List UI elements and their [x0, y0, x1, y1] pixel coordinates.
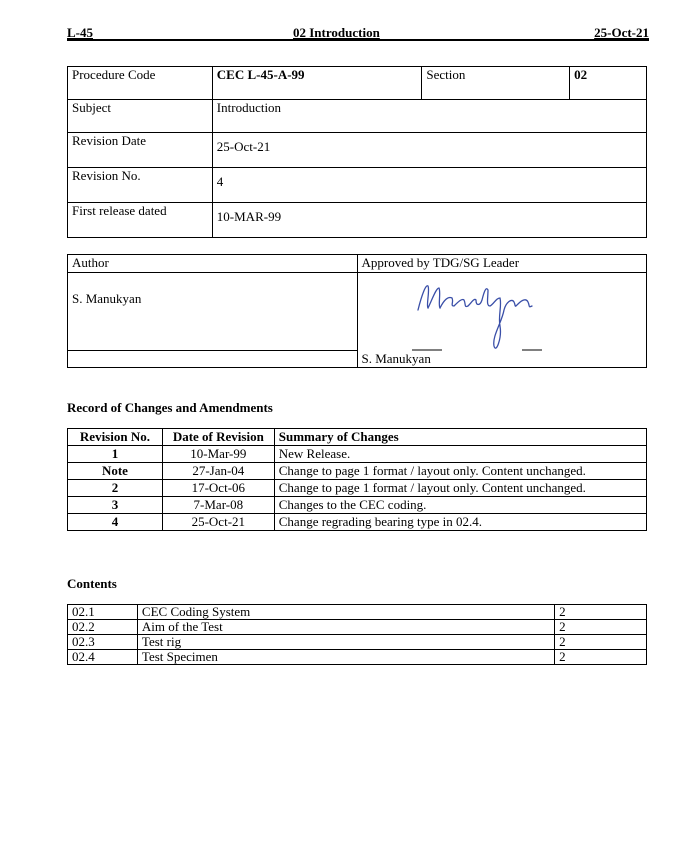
revision-no-value: 4 — [212, 168, 646, 203]
revision-date-label: Revision Date — [68, 133, 213, 168]
date-cell: 10-Mar-99 — [162, 446, 274, 463]
handwritten-signature — [412, 276, 542, 356]
table-row — [68, 463, 647, 480]
procedure-info-table — [67, 66, 647, 238]
revision-cell: 2 — [68, 480, 163, 497]
summary-cell: Change to page 1 format / layout only. Content unchanged. — [274, 463, 646, 480]
procedure-code-value: CEC L-45-A-99 — [212, 67, 422, 100]
page-header — [67, 25, 649, 41]
header-chapter: 02 Introduction — [293, 25, 380, 40]
contents-section-title: Contents — [67, 576, 117, 591]
contents-number: 02.4 — [68, 650, 138, 665]
author-name: S. Manukyan — [68, 273, 358, 351]
date-cell: 27-Jan-04 — [162, 463, 274, 480]
contents-number: 02.1 — [68, 605, 138, 620]
contents-page: 2 — [555, 620, 647, 635]
table-row — [68, 497, 647, 514]
procedure-code-label: Procedure Code — [68, 67, 213, 100]
author-label: Author — [68, 255, 358, 273]
changes-section-title: Record of Changes and Amendments — [67, 400, 273, 415]
contents-page: 2 — [555, 650, 647, 665]
revision-date-value: 25-Oct-21 — [212, 133, 646, 168]
table-row — [68, 480, 647, 497]
changes-header-revision: Revision No. — [68, 429, 163, 446]
revision-cell: 1 — [68, 446, 163, 463]
contents-table — [67, 604, 647, 665]
revision-cell: 4 — [68, 514, 163, 531]
date-cell: 7-Mar-08 — [162, 497, 274, 514]
table-row — [68, 446, 647, 463]
summary-cell: Change to page 1 format / layout only. Content unchanged. — [274, 480, 646, 497]
revision-cell: 3 — [68, 497, 163, 514]
date-cell: 25-Oct-21 — [162, 514, 274, 531]
section-value: 02 — [570, 67, 647, 100]
contents-number: 02.2 — [68, 620, 138, 635]
contents-number: 02.3 — [68, 635, 138, 650]
subject-label: Subject — [68, 100, 213, 133]
approved-by-label: Approved by TDG/SG Leader — [357, 255, 647, 273]
contents-title: Test Specimen — [137, 650, 554, 665]
approval-table — [67, 254, 647, 368]
contents-page: 2 — [555, 635, 647, 650]
table-row — [68, 514, 647, 531]
changes-header-date: Date of Revision — [162, 429, 274, 446]
contents-row — [68, 650, 647, 665]
revision-cell: Note — [68, 463, 163, 480]
header-date: 25-Oct-21 — [594, 25, 649, 40]
changes-table — [67, 428, 647, 531]
contents-row — [68, 620, 647, 635]
contents-title: CEC Coding System — [137, 605, 554, 620]
contents-title: Aim of the Test — [137, 620, 554, 635]
contents-row — [68, 605, 647, 620]
contents-title: Test rig — [137, 635, 554, 650]
contents-row — [68, 635, 647, 650]
author-spacer — [68, 351, 358, 368]
first-release-label: First release dated — [68, 203, 213, 238]
changes-header-summary: Summary of Changes — [274, 429, 646, 446]
summary-cell: Change regrading bearing type in 02.4. — [274, 514, 646, 531]
approver-name: S. Manukyan — [357, 351, 647, 368]
revision-no-label: Revision No. — [68, 168, 213, 203]
date-cell: 17-Oct-06 — [162, 480, 274, 497]
summary-cell: New Release. — [274, 446, 646, 463]
header-doc-code: L-45 — [67, 25, 93, 40]
contents-page: 2 — [555, 605, 647, 620]
first-release-value: 10-MAR-99 — [212, 203, 646, 238]
subject-value: Introduction — [212, 100, 646, 133]
section-label: Section — [422, 67, 570, 100]
summary-cell: Changes to the CEC coding. — [274, 497, 646, 514]
